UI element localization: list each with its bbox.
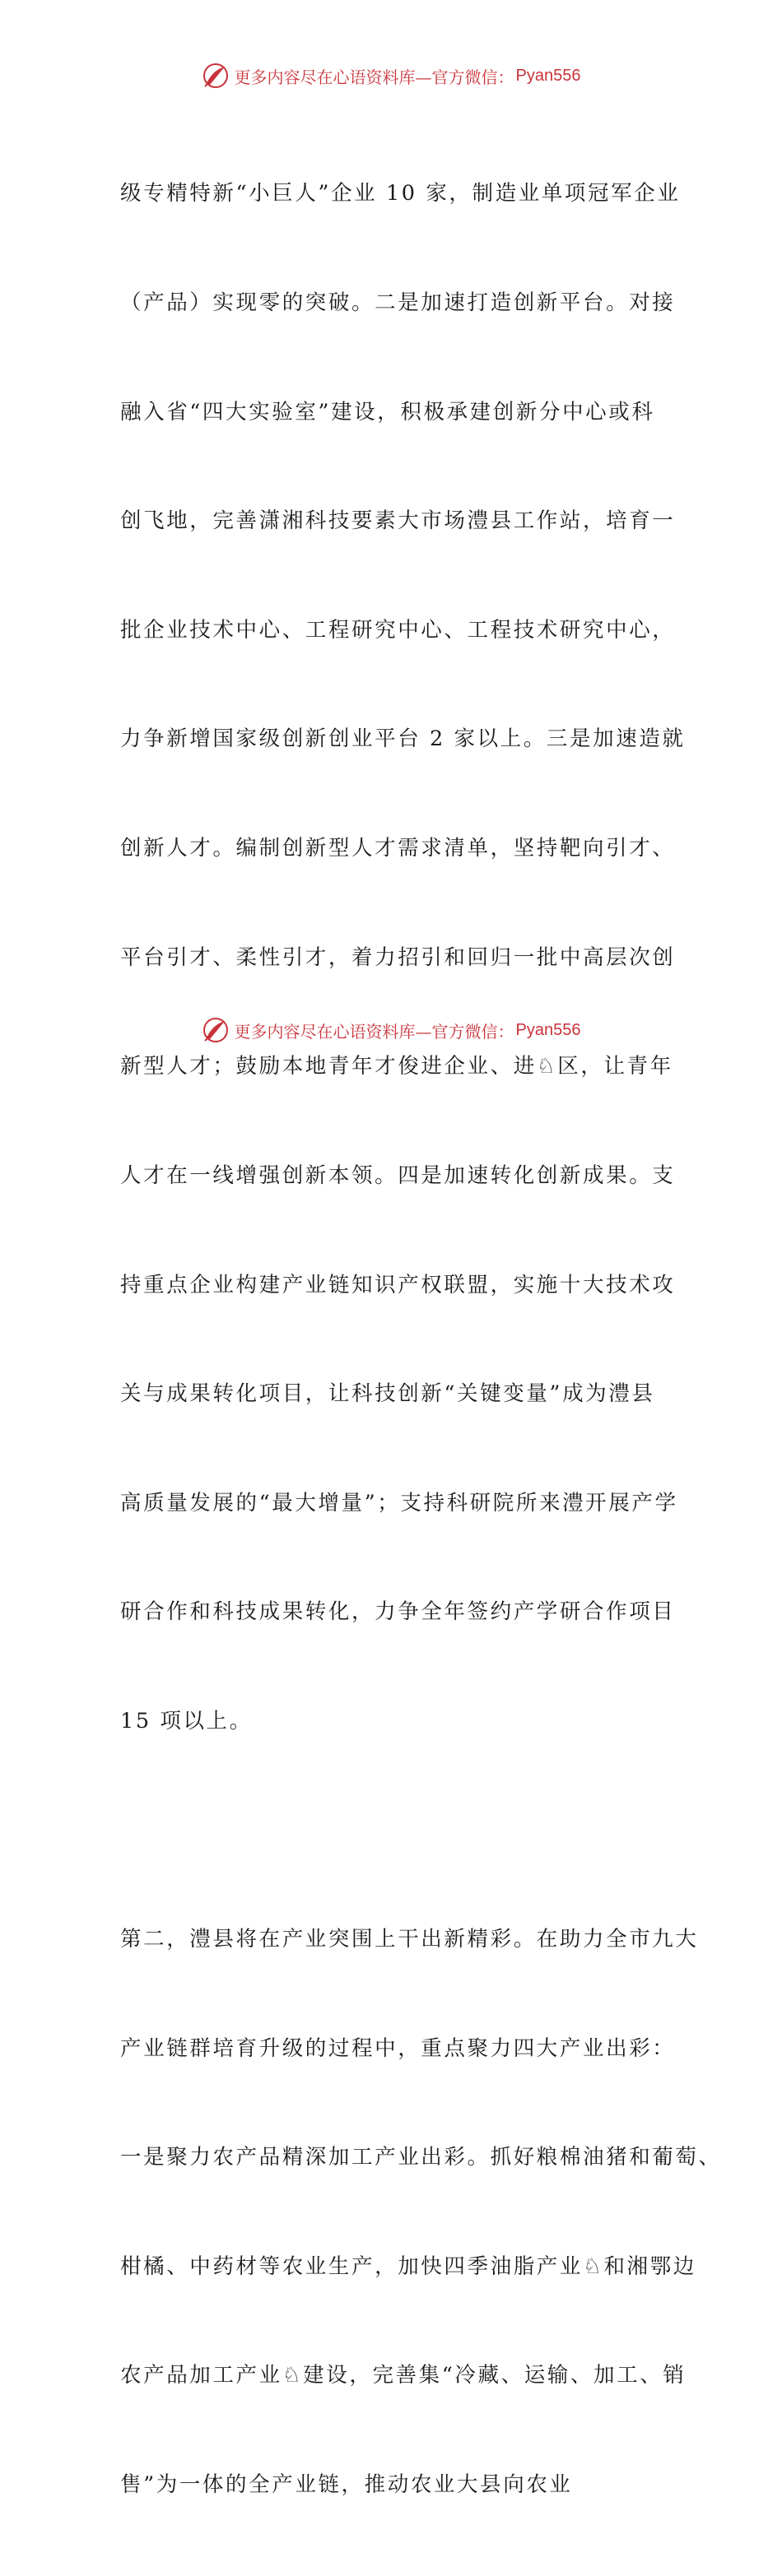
watermark-wechat-id: Pyan556 [515, 66, 581, 85]
text-line: 持重点企业构建产业链知识产权联盟，实施十大技术攻 [120, 1272, 676, 1297]
pen-seal-icon [202, 62, 230, 90]
text-line: 创新人才。编制创新型人才需求清单，坚持靶向引才、 [120, 836, 676, 861]
text-line: 第二，澧县将在产业突围上干出新精彩。在助力全市九大 [120, 1926, 699, 1952]
text-line: 一是聚力农产品精深加工产业出彩。抓好粮棉油猪和葡萄、 [120, 2145, 722, 2170]
text-line: 农产品加工产业♘建设，完善集“冷藏、运输、加工、销 [120, 2363, 687, 2388]
document-body [120, 103, 722, 2576]
watermark-wechat-id: Pyan556 [515, 1020, 581, 1039]
text-line: 15 项以上。 [120, 1708, 253, 1734]
footer-watermark [0, 1014, 782, 1047]
watermark-brand-text: 更多内容尽在心语资料库—官方微信： [234, 1021, 514, 1042]
text-line: 创飞地，完善潇湘科技要素大市场澧县工作站，培育一 [120, 508, 676, 534]
watermark-brand-text: 更多内容尽在心语资料库—官方微信： [234, 67, 514, 87]
header-watermark [0, 59, 782, 92]
text-line: 力争新增国家级创新创业平台 2 家以上。三是加速造就 [120, 726, 686, 752]
text-line: 新型人才；鼓励本地青年才俊进企业、进♘区，让青年 [120, 1054, 673, 1079]
text-line: 高质量发展的“最大增量”；支持科研院所来澧开展产学 [120, 1490, 678, 1515]
text-line: 柑橘、中药材等农业生产，加快四季油脂产业♘和湘鄂边 [120, 2253, 696, 2279]
text-line: 关与成果转化项目，让科技创新“关键变量”成为澧县 [120, 1381, 655, 1407]
paragraph-1 [120, 103, 686, 1812]
text-line: （产品）实现零的突破。二是加速打造创新平台。对接 [120, 290, 676, 316]
text-line: 售”为一体的全产业链，推动农业大县向农业 [120, 2472, 573, 2497]
text-line: 人才在一线增强创新本领。四是加速转化创新成果。支 [120, 1163, 676, 1188]
text-line: 研合作和科技成果转化，力争全年签约产学研合作项目 [120, 1599, 676, 1625]
paragraph-2 [120, 1849, 722, 2576]
paragraph-spacer [120, 1812, 672, 1849]
text-line: 批企业技术中心、工程研究中心、工程技术研究中心， [120, 617, 676, 643]
text-line: 产业链群培育升级的过程中，重点聚力四大产业出彩： [120, 2035, 676, 2061]
text-line: 级专精特新“小巨人”企业 10 家，制造业单项冠军企业 [120, 181, 681, 207]
text-line: 平台引才、柔性引才，着力招引和回归一批中高层次创 [120, 945, 676, 970]
pen-seal-icon [202, 1016, 230, 1044]
text-line: 融入省“四大实验室”建设，积极承建创新分中心或科 [120, 399, 655, 425]
